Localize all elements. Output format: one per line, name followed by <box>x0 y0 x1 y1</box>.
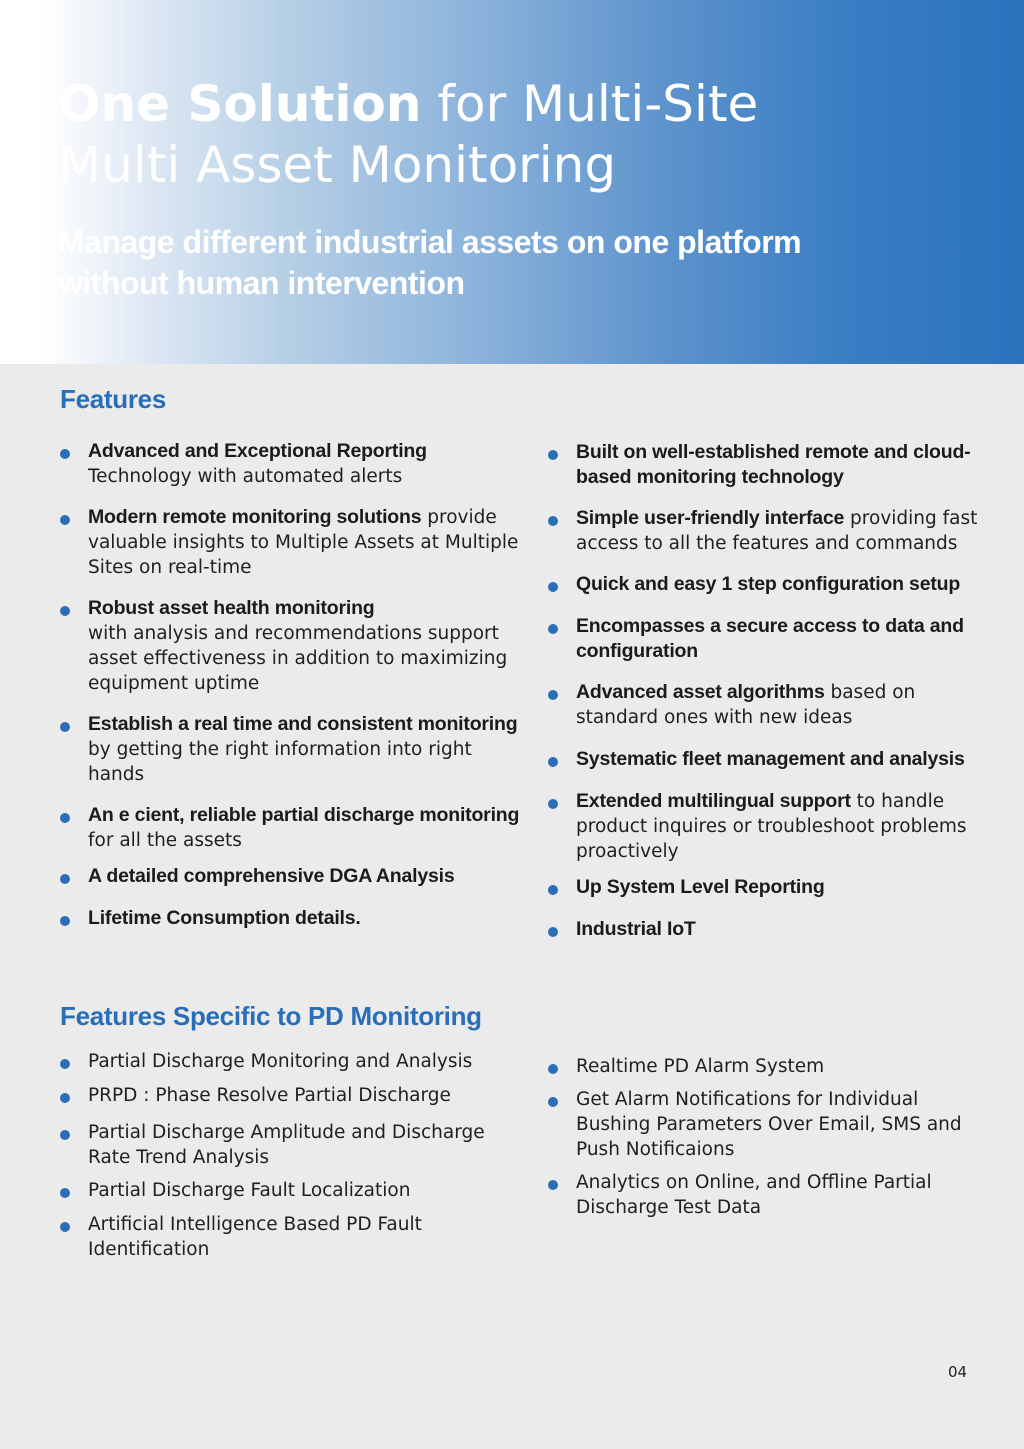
feature-item-text: for all the assets <box>88 830 242 851</box>
feature-item <box>548 875 988 900</box>
hero-banner <box>0 0 1024 364</box>
feature-item <box>60 803 520 853</box>
feature-item-text: to handle product inquires or troubleshoot problems proactively <box>576 791 967 862</box>
feature-item <box>548 572 988 597</box>
feature-item-bold: Up System Level Reporting <box>576 876 825 898</box>
feature-item-bold: Systematic fleet management and analysis <box>576 748 965 770</box>
page-number: 04 <box>948 1363 968 1381</box>
feature-item <box>60 439 520 489</box>
feature-item <box>548 440 988 490</box>
feature-item-bold: A detailed comprehensive DGA Analysis <box>88 865 455 887</box>
pd-item: Partial Discharge Amplitude and Discharge Rate Trend Analysis <box>60 1120 500 1170</box>
feature-item-bold: Industrial IoT <box>576 918 696 940</box>
feature-item-bold: Modern remote monitoring solutions <box>88 506 422 528</box>
feature-item-bold: Advanced and Exceptional Reporting <box>88 440 427 462</box>
feature-item-bold: Encompasses a secure access to data and configuration <box>576 615 964 662</box>
feature-item-bold: Quick and easy 1 step configuration setup <box>576 573 961 595</box>
feature-item <box>60 906 520 931</box>
feature-item-bold: Advanced asset algorithms <box>576 681 825 703</box>
pd-item: Artificial Intelligence Based PD Fault Identification <box>60 1212 500 1262</box>
feature-item <box>60 505 520 580</box>
feature-item <box>548 680 988 730</box>
hero-title-bold: One Solution <box>58 75 422 133</box>
feature-item-text: providing fast access to all the features and commands <box>576 508 978 554</box>
feature-item-text: with analysis and recommendations support asset effectiveness in addition to maximizing equipment uptime <box>88 623 508 694</box>
hero-subtitle <box>58 222 801 304</box>
feature-item-bold: Lifetime Consumption details. <box>88 907 361 929</box>
pd-item: Get Alarm Notifications for Individual Bushing Parameters Over Email, SMS and Push Notificaions <box>548 1087 968 1162</box>
hero-title <box>58 74 758 196</box>
feature-item-bold: Extended multilingual support <box>576 790 851 812</box>
feature-item-text: provide valuable insights to Multiple Assets at Multiple Sites on real-time <box>88 507 519 578</box>
feature-item <box>60 864 520 889</box>
pd-right-list <box>548 1054 968 1229</box>
pd-heading: Features Specific to PD Monitoring <box>60 1001 482 1031</box>
hero-subtitle-line1: Manage different industrial assets on one platform <box>58 224 802 260</box>
feature-item-bold: Establish a real time and consistent monitoring <box>88 713 518 735</box>
feature-item <box>60 712 520 787</box>
feature-item-text: Technology with automated alerts <box>88 466 403 487</box>
features-right-list <box>548 440 988 959</box>
pd-item: Partial Discharge Fault Localization <box>60 1178 500 1203</box>
pd-item: Realtime PD Alarm System <box>548 1054 968 1079</box>
feature-item-bold: Built on well-established remote and cloud-based monitoring technology <box>576 441 971 488</box>
feature-item-bold: Robust asset health monitoring <box>88 597 375 619</box>
hero-subtitle-line2: without human intervention <box>58 265 465 301</box>
pd-left-list <box>60 1049 500 1271</box>
feature-item <box>548 614 988 664</box>
pd-item: Analytics on Online, and Offline Partial Discharge Test Data <box>548 1170 968 1220</box>
feature-item-bold: An e cient, reliable partial discharge monitoring <box>88 804 520 826</box>
hero-title-line2: Multi Asset Monitoring <box>58 136 617 194</box>
feature-item <box>548 917 988 942</box>
hero-title-rest: for Multi-Site <box>421 75 759 133</box>
feature-item <box>548 506 988 556</box>
features-left-list <box>60 439 520 948</box>
pd-item: PRPD : Phase Resolve Partial Discharge <box>60 1083 500 1108</box>
feature-item-text: by getting the right information into right hands <box>88 739 472 785</box>
features-heading: Features <box>60 384 166 414</box>
feature-item <box>548 747 988 772</box>
feature-item <box>60 596 520 696</box>
feature-item <box>548 789 988 864</box>
feature-item-text: based on standard ones with new ideas <box>576 682 916 728</box>
feature-item-bold: Simple user-friendly interface <box>576 507 845 529</box>
pd-item: Partial Discharge Monitoring and Analysis <box>60 1049 500 1074</box>
